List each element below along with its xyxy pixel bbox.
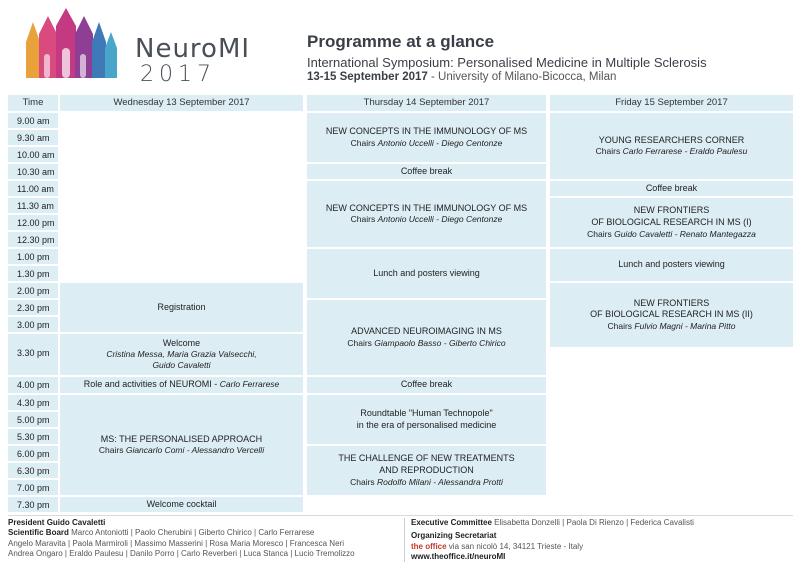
footer-divider [8, 515, 793, 516]
board-line-1 [8, 528, 400, 538]
time-slot: 10.30 am [8, 164, 58, 179]
time-slot: 1.00 pm [8, 249, 58, 264]
wed-personalised-title: MS: THE PERSONALISED APPROACH [100, 433, 263, 444]
footer-right [411, 518, 793, 563]
thu-coffee-break-2: Coffee break [307, 377, 546, 393]
header-time: Time [8, 95, 58, 111]
chairs-names: Guido Cavaletti - Renato Mantegazza [614, 228, 756, 239]
page-title: Programme at a glance [307, 32, 495, 51]
president-label: President [8, 518, 47, 527]
thu-coffee-break-1: Coffee break [307, 164, 546, 179]
thu-s2-title: NEW CONCEPTS IN THE IMMUNOLOGY OF MS [325, 202, 528, 213]
time-slot: 3.00 pm [8, 317, 58, 332]
chairs-label: Chairs [347, 337, 375, 348]
brand-name: NeuroMI [135, 34, 251, 64]
thu-s2-chairs [351, 214, 503, 225]
fri-new-frontiers-1 [550, 198, 793, 247]
brand-year: 2017 [140, 62, 216, 87]
exec-label: Executive Committee [411, 518, 495, 527]
time-slot: 4.30 pm [8, 395, 58, 410]
thu-immunology-session-2 [307, 181, 546, 247]
time-slot: 11.00 am [8, 181, 58, 196]
header-wednesday: Wednesday 13 September 2017 [60, 95, 303, 111]
exec-line [411, 518, 793, 528]
chairs-label: Chairs [350, 476, 378, 487]
board-members-1: Marco Antoniotti | Paolo Cherubini | Giberto Chirico | Carlo Ferrarese [71, 528, 315, 538]
time-slot: 2.30 pm [8, 300, 58, 315]
event-title: International Symposium: Personalised Medicine in Multiple Sclerosis [307, 55, 707, 70]
thu-s4-title: THE CHALLENGE OF NEW TREATMENTS [338, 453, 515, 464]
time-slot: 9.30 am [8, 130, 58, 145]
thu-s3-title: ADVANCED NEUROIMAGING IN MS [351, 326, 502, 337]
thu-round-sub: in the era of personalised medicine [356, 419, 497, 430]
time-slot: 10.00 am [8, 147, 58, 162]
wed-role-name: Carlo Ferrarese [219, 379, 280, 390]
header-thursday: Thursday 14 September 2017 [307, 95, 546, 111]
wed-role-activities [60, 377, 303, 393]
wed-empty-morning [60, 113, 303, 281]
header-friday: Friday 15 September 2017 [550, 95, 793, 111]
time-slot: 12.00 pm [8, 215, 58, 230]
time-slot: 11.30 am [8, 198, 58, 213]
chairs-names: Giancarlo Comi - Alessandro Vercelli [125, 445, 265, 456]
wed-welcome-names: Cristina Messa, Maria Grazia Valsecchi, [106, 349, 257, 360]
time-slot: 6.00 pm [8, 446, 58, 461]
chairs-label: Chairs [607, 321, 635, 332]
chairs-label: Chairs [587, 228, 615, 239]
wed-welcome [60, 334, 303, 375]
wed-welcome-cocktail: Welcome cocktail [60, 497, 303, 512]
wed-personalised-session [60, 395, 303, 495]
time-slot: 6.30 pm [8, 463, 58, 478]
time-slot: 3.30 pm [8, 334, 58, 375]
time-slot: 7.00 pm [8, 480, 58, 495]
fri-nf2-chairs [607, 321, 735, 332]
time-slot: 1.30 pm [8, 266, 58, 281]
org-label-text: Organizing Secretariat [411, 531, 497, 541]
thu-s4-title-2: AND REPRODUCTION [379, 464, 474, 475]
fri-young-title: YOUNG RESEARCHERS CORNER [598, 134, 745, 145]
fri-young-chairs [596, 146, 748, 157]
neuromi-logo [22, 8, 122, 80]
fri-nf2-title-2: OF BIOLOGICAL RESEARCH IN MS (II) [590, 309, 753, 320]
thu-s1-title: NEW CONCEPTS IN THE IMMUNOLOGY OF MS [325, 126, 528, 137]
chairs-names: Carlo Ferrarese - Eraldo Paulesu [622, 146, 748, 157]
wed-registration: Registration [60, 283, 303, 332]
org-website-link[interactable]: www.theoffice.it/neuroMI [411, 552, 506, 562]
org-name: the office [411, 541, 447, 551]
board-members-2: Angelo Maravita | Paola Marmiroli | Massimo Masserini | Rosa Maria Moresco | Francesca Neri [8, 538, 344, 548]
fri-lunch: Lunch and posters viewing [550, 249, 793, 281]
chairs-names: Fulvio Magni - Marina Pitto [634, 321, 736, 332]
org-address: via san nicolò 14, 34121 Trieste - Italy [446, 541, 584, 551]
fri-nf2-title: NEW FRONTIERS [633, 297, 710, 308]
wed-personalised-chairs [99, 445, 264, 456]
thu-s1-chairs [351, 138, 503, 149]
footer-left [8, 518, 400, 560]
time-slot: 12.30 pm [8, 232, 58, 247]
chairs-label: Chairs [98, 445, 126, 456]
chairs-label: Chairs [595, 146, 623, 157]
fri-new-frontiers-2 [550, 283, 793, 347]
chairs-names: Giampaolo Basso - Giberto Chirico [374, 337, 506, 348]
thu-s3-chairs [347, 338, 505, 349]
thu-lunch: Lunch and posters viewing [307, 249, 546, 298]
board-members-3: Andrea Ongaro | Eraldo Paulesu | Danilo Porro | Carlo Reverberi | Luca Stanca | Lucio Tremolizzo [8, 549, 355, 559]
fri-nf1-title: NEW FRONTIERS [633, 205, 710, 216]
thu-roundtable [307, 395, 546, 444]
wed-role-text: Role and activities of NEUROMI - [83, 379, 218, 390]
time-slot: 5.00 pm [8, 412, 58, 427]
chairs-names: Rodolfo Milani - Alessandra Protti [377, 476, 503, 487]
event-date [307, 71, 616, 83]
wed-welcome-title: Welcome [162, 337, 201, 348]
thu-treatments-session [307, 446, 546, 495]
board-label: Scientific Board [8, 528, 72, 538]
org-label [411, 531, 793, 541]
event-date-text: 13-15 September 2017 [307, 71, 428, 83]
fri-coffee-break: Coffee break [550, 181, 793, 196]
exec-members: Elisabetta Donzelli | Paola Di Rienzo | Federica Cavalisti [494, 518, 694, 527]
chairs-names: Antonio Uccelli - Diego Centonze [377, 214, 503, 225]
event-location: - University of Milano-Bicocca, Milan [427, 71, 617, 83]
org-address-line [411, 542, 793, 552]
chairs-label: Chairs [350, 214, 378, 225]
president-line [8, 518, 400, 528]
thu-immunology-session-1 [307, 113, 546, 162]
fri-nf1-chairs [587, 229, 756, 240]
wed-welcome-names-2: Guido Cavaletti [152, 360, 211, 371]
time-slot: 7.30 pm [8, 497, 58, 512]
president-name: Guido Cavaletti [46, 518, 106, 527]
chairs-names: Antonio Uccelli - Diego Centonze [377, 137, 503, 148]
time-slot: 4.00 pm [8, 377, 58, 393]
fri-nf1-title-2: OF BIOLOGICAL RESEARCH IN MS (I) [591, 216, 752, 227]
thu-neuroimaging-session [307, 300, 546, 375]
time-slot: 5.30 pm [8, 429, 58, 444]
chairs-label: Chairs [350, 137, 378, 148]
fri-young-researchers [550, 113, 793, 179]
thu-s4-chairs [350, 477, 503, 488]
thu-round-title: Roundtable "Human Technopole" [360, 407, 493, 418]
time-slot: 2.00 pm [8, 283, 58, 298]
footer-column-divider [404, 518, 405, 562]
time-slot: 9.00 am [8, 113, 58, 128]
